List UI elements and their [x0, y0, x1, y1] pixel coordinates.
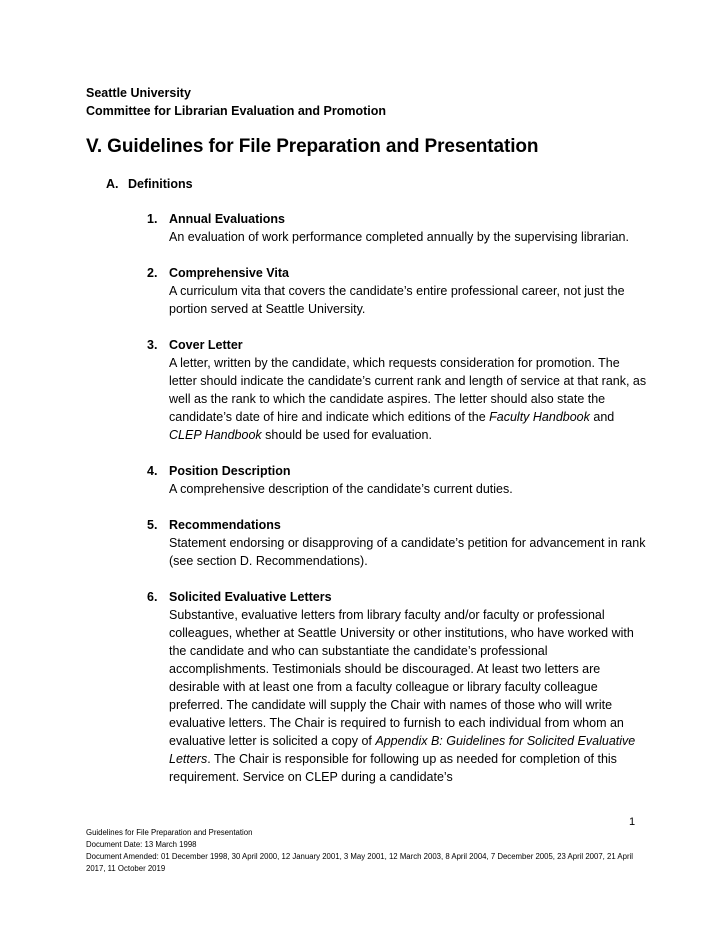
- item-term: Cover Letter: [169, 338, 243, 352]
- page-number: 1: [629, 816, 636, 828]
- item-number: 2.: [147, 266, 158, 280]
- definitions-list: [147, 210, 647, 804]
- item-term: Position Description: [169, 464, 291, 478]
- desc-text: . The Chair is responsible for following up as needed for completion of this requirement. Service on CLEP during a candidate’s: [169, 752, 617, 784]
- list-item: [147, 264, 647, 318]
- item-term: Recommendations: [169, 518, 281, 532]
- footer-doc-title: Guidelines for File Preparation and Presentation: [86, 828, 253, 837]
- section-heading: [106, 177, 193, 191]
- item-description: A curriculum vita that covers the candidate’s entire professional career, not just the portion served at Seattle University.: [169, 284, 625, 316]
- footer-doc-date: Document Date: 13 March 1998: [86, 840, 197, 849]
- item-number: 5.: [147, 518, 158, 532]
- item-description: An evaluation of work performance completed annually by the supervising librarian.: [169, 230, 629, 244]
- item-description: [169, 354, 647, 444]
- page-title: V. Guidelines for File Preparation and Presentation: [86, 136, 539, 157]
- desc-text: should be used for evaluation.: [261, 428, 432, 442]
- list-item: [147, 588, 647, 786]
- list-item: [147, 210, 647, 246]
- desc-emphasis: Faculty Handbook: [489, 410, 590, 424]
- desc-text: and: [589, 410, 615, 424]
- item-number: 4.: [147, 464, 158, 478]
- document-header: [86, 84, 386, 120]
- item-term: Annual Evaluations: [169, 212, 285, 226]
- list-item: [147, 516, 647, 570]
- section-letter: A.: [106, 177, 119, 191]
- item-term: Solicited Evaluative Letters: [169, 590, 332, 604]
- item-number: 1.: [147, 212, 158, 226]
- footer-doc-amended: Document Amended: 01 December 1998, 30 April 2000, 12 January 2001, 3 May 2001, 12 March 2003, 8 April 2004, 7 December 2005, 23 April 2007, 21 April 2017, 11 October 2019: [86, 852, 633, 873]
- list-item: [147, 336, 647, 444]
- item-number: 3.: [147, 338, 158, 352]
- document-footer: [86, 827, 641, 875]
- item-description: [169, 606, 647, 786]
- item-number: 6.: [147, 590, 158, 604]
- item-term: Comprehensive Vita: [169, 266, 289, 280]
- item-description: Statement endorsing or disapproving of a candidate’s petition for advancement in rank (see section D. Recommendations).: [169, 536, 646, 568]
- institution-name: Seattle University: [86, 86, 191, 100]
- item-description: A comprehensive description of the candidate’s current duties.: [169, 482, 513, 496]
- desc-text: A letter, written by the candidate, which requests consideration for promotion. The letter should indicate the candidate’s current rank and length of service at that rank, as well as the rank to which the candidate aspires. The letter should also state the candidate’s date of hire and indicate which editions of the: [169, 356, 647, 424]
- list-item: [147, 462, 647, 498]
- desc-emphasis: Appendix B: Guidelines for Solicited Evaluative Letters: [169, 734, 636, 766]
- desc-emphasis: CLEP Handbook: [169, 428, 262, 442]
- committee-name: Committee for Librarian Evaluation and Promotion: [86, 104, 387, 118]
- desc-text: Substantive, evaluative letters from library faculty and/or faculty or professional colleagues, whether at Seattle University or other institutions, who have worked with the candidate and who can substantiate the candidate’s professional accomplishments. Testimonials should be discouraged. At least two letters are desirable with at least one from a faculty colleague or library faculty colleague preferred. The candidate will supply the Chair with names of those who will write evaluative letters. The Chair is required to furnish to each individual from whom an evaluative letter is solicited a copy of: [169, 608, 634, 748]
- section-heading-text: Definitions: [128, 177, 193, 191]
